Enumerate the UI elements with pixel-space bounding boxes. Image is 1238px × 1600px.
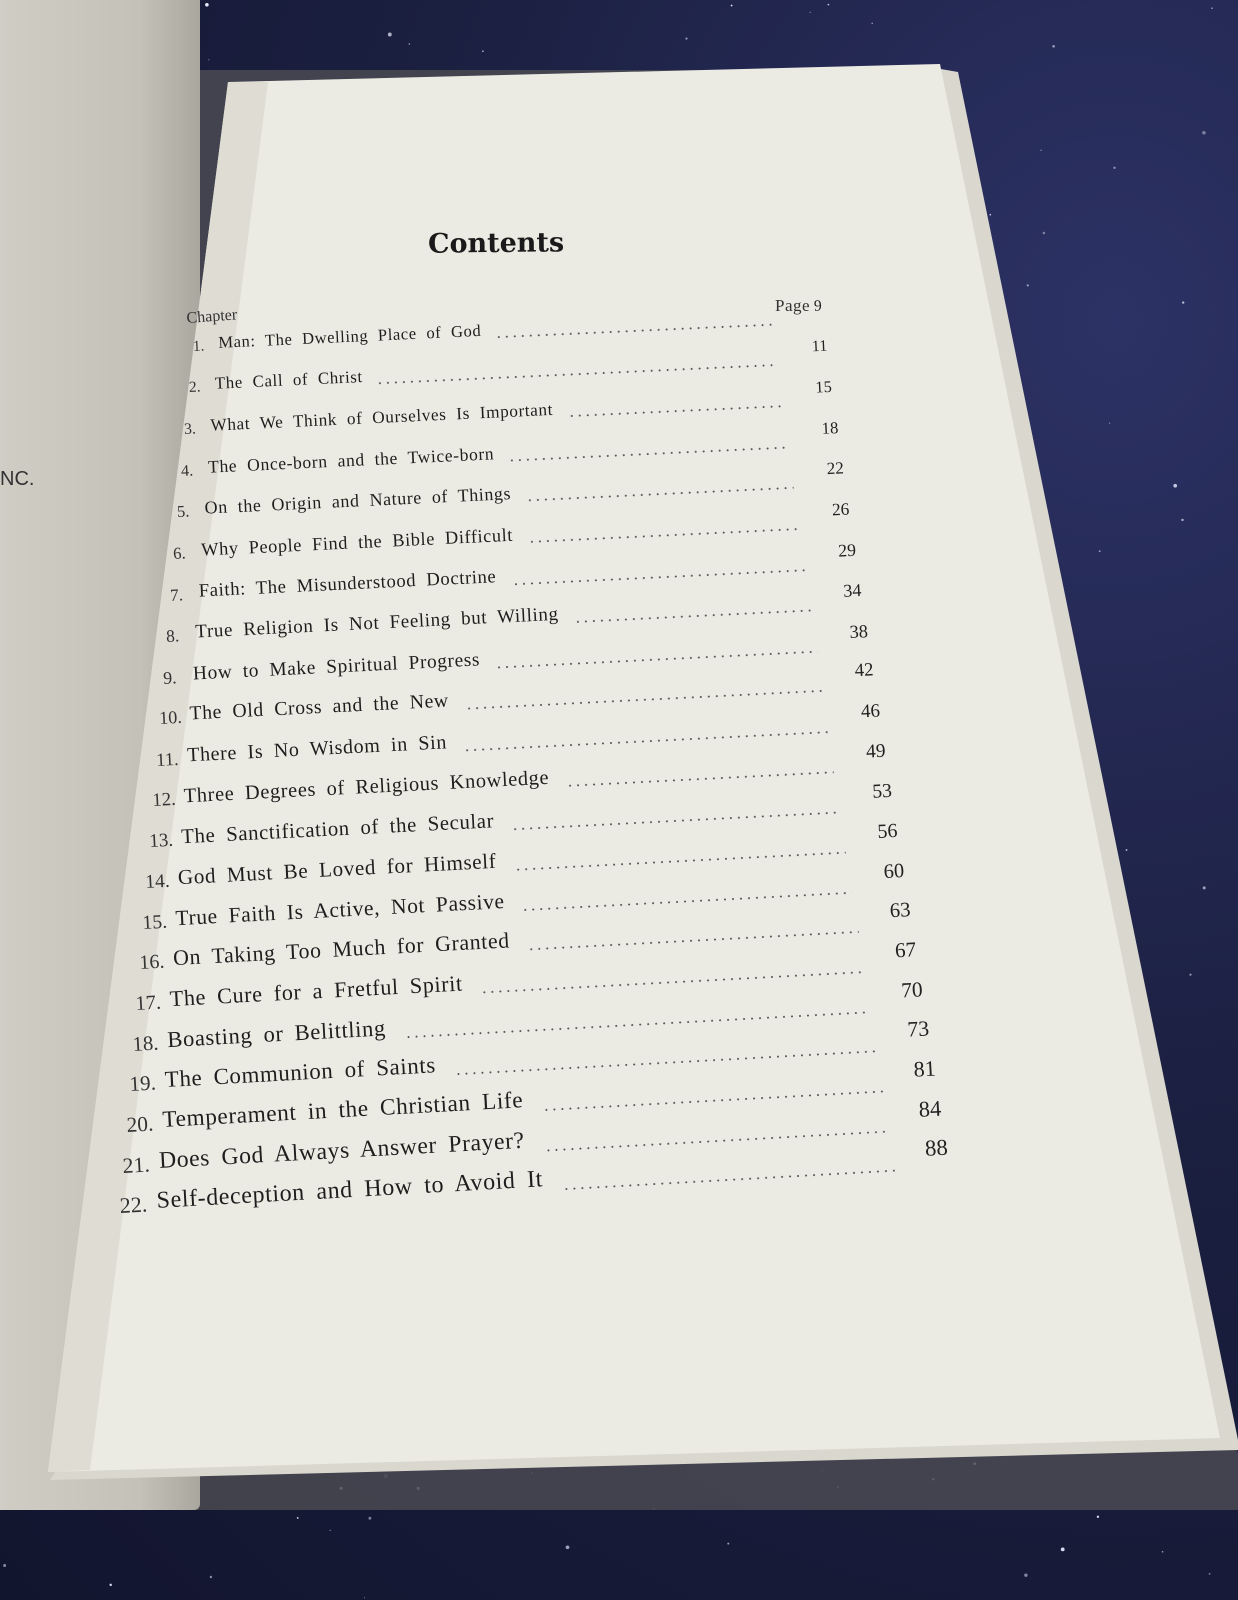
chapter-page-number: 29 [837,539,856,561]
chapter-page-number: 11 [810,338,828,356]
chapter-title: On the Origin and Nature of Things [204,483,512,519]
chapter-title: Man: The Dwelling Place of God [217,320,482,352]
chapter-title: Does God Always Answer Prayer? [158,1127,526,1174]
chapter-title: What We Think of Ourselves Is Important [210,399,554,435]
chapter-title: The Once-born and the Twice-born [207,443,495,477]
chapter-page-number: 15 [815,377,833,397]
left-page-fragment-text: NC. [0,468,35,490]
chapter-title: Self-deception and How to Avoid It [155,1166,544,1215]
chapter-page-number: 9 [813,297,823,315]
contents-title: Contents [427,227,565,260]
chapter-page-number: 46 [859,700,881,723]
chapter-column-header: Chapter [186,306,238,327]
chapter-title: Three Degrees of Religious Knowledge [183,766,550,808]
chapter-page-number: 88 [924,1134,949,1162]
chapter-number: 15. [141,910,168,934]
chapter-number: 8. [165,625,180,646]
chapter-page-number: 26 [831,499,851,520]
chapter-title: Why People Find the Bible Difficult [201,524,514,560]
chapter-number: 13. [148,829,174,852]
chapter-page-number: 63 [888,899,911,923]
chapter-number: 2. [188,378,201,397]
chapter-number: 6. [172,543,187,563]
chapter-title: Boasting or Belittling [166,1015,387,1053]
chapter-number: 19. [128,1071,157,1097]
chapter-number: 17. [135,991,162,1016]
chapter-title: How to Make Spiritual Progress [192,648,481,684]
chapter-title: God Must Be Loved for Himself [177,848,498,890]
chapter-number: 7. [169,584,184,605]
chapter-page-number: 22 [826,458,845,479]
chapter-page-number: 70 [900,977,924,1003]
chapter-page-number: 73 [906,1017,930,1043]
page-column-header: Page [775,296,811,315]
chapter-page-number: 53 [871,779,893,803]
chapter-page-number: 81 [912,1055,936,1082]
chapter-title: The Cure for a Fretful Spirit [169,970,464,1012]
chapter-number: 10. [158,707,183,729]
chapter-number: 18. [132,1032,160,1056]
chapter-number: 20. [125,1111,154,1138]
chapter-page-number: 60 [883,859,905,883]
chapter-number: 11. [155,748,179,770]
chapter-number: 21. [122,1152,151,1178]
chapter-title: The Communion of Saints [163,1052,437,1093]
chapter-number: 16. [138,951,165,975]
chapter-title: True Faith Is Active, Not Passive [174,888,506,931]
chapter-number: 1. [192,337,205,355]
chapter-page-number: 84 [918,1095,943,1122]
chapter-title: The Call of Christ [213,367,363,394]
chapter-number: 9. [162,666,177,688]
chapter-title: Faith: The Misunderstood Doctrine [197,565,497,602]
chapter-number: 4. [180,462,194,480]
chapter-page-number: 42 [854,659,874,682]
chapter-page-number: 34 [842,579,862,601]
chapter-title: The Sanctification of the Secular [180,809,495,849]
chapter-title: There Is No Wisdom in Sin [186,731,448,767]
chapter-page-number: 38 [848,620,868,642]
chapter-title: True Religion Is Not Feeling but Willing [194,603,560,643]
chapter-title: Temperament in the Christian Life [161,1087,524,1134]
chapter-title: On Taking Too Much for Granted [172,928,510,971]
chapter-number: 14. [145,870,171,893]
chapter-number: 3. [184,420,197,439]
chapter-page-number: 18 [820,417,839,438]
chapter-title: The Old Cross and the New [189,690,450,726]
chapter-number: 12. [151,788,177,811]
chapter-number: 5. [176,501,190,522]
chapter-number: 22. [118,1191,148,1219]
chapter-page-number: 67 [894,937,918,963]
chapter-page-number: 49 [865,740,887,763]
chapter-page-number: 56 [877,819,899,843]
